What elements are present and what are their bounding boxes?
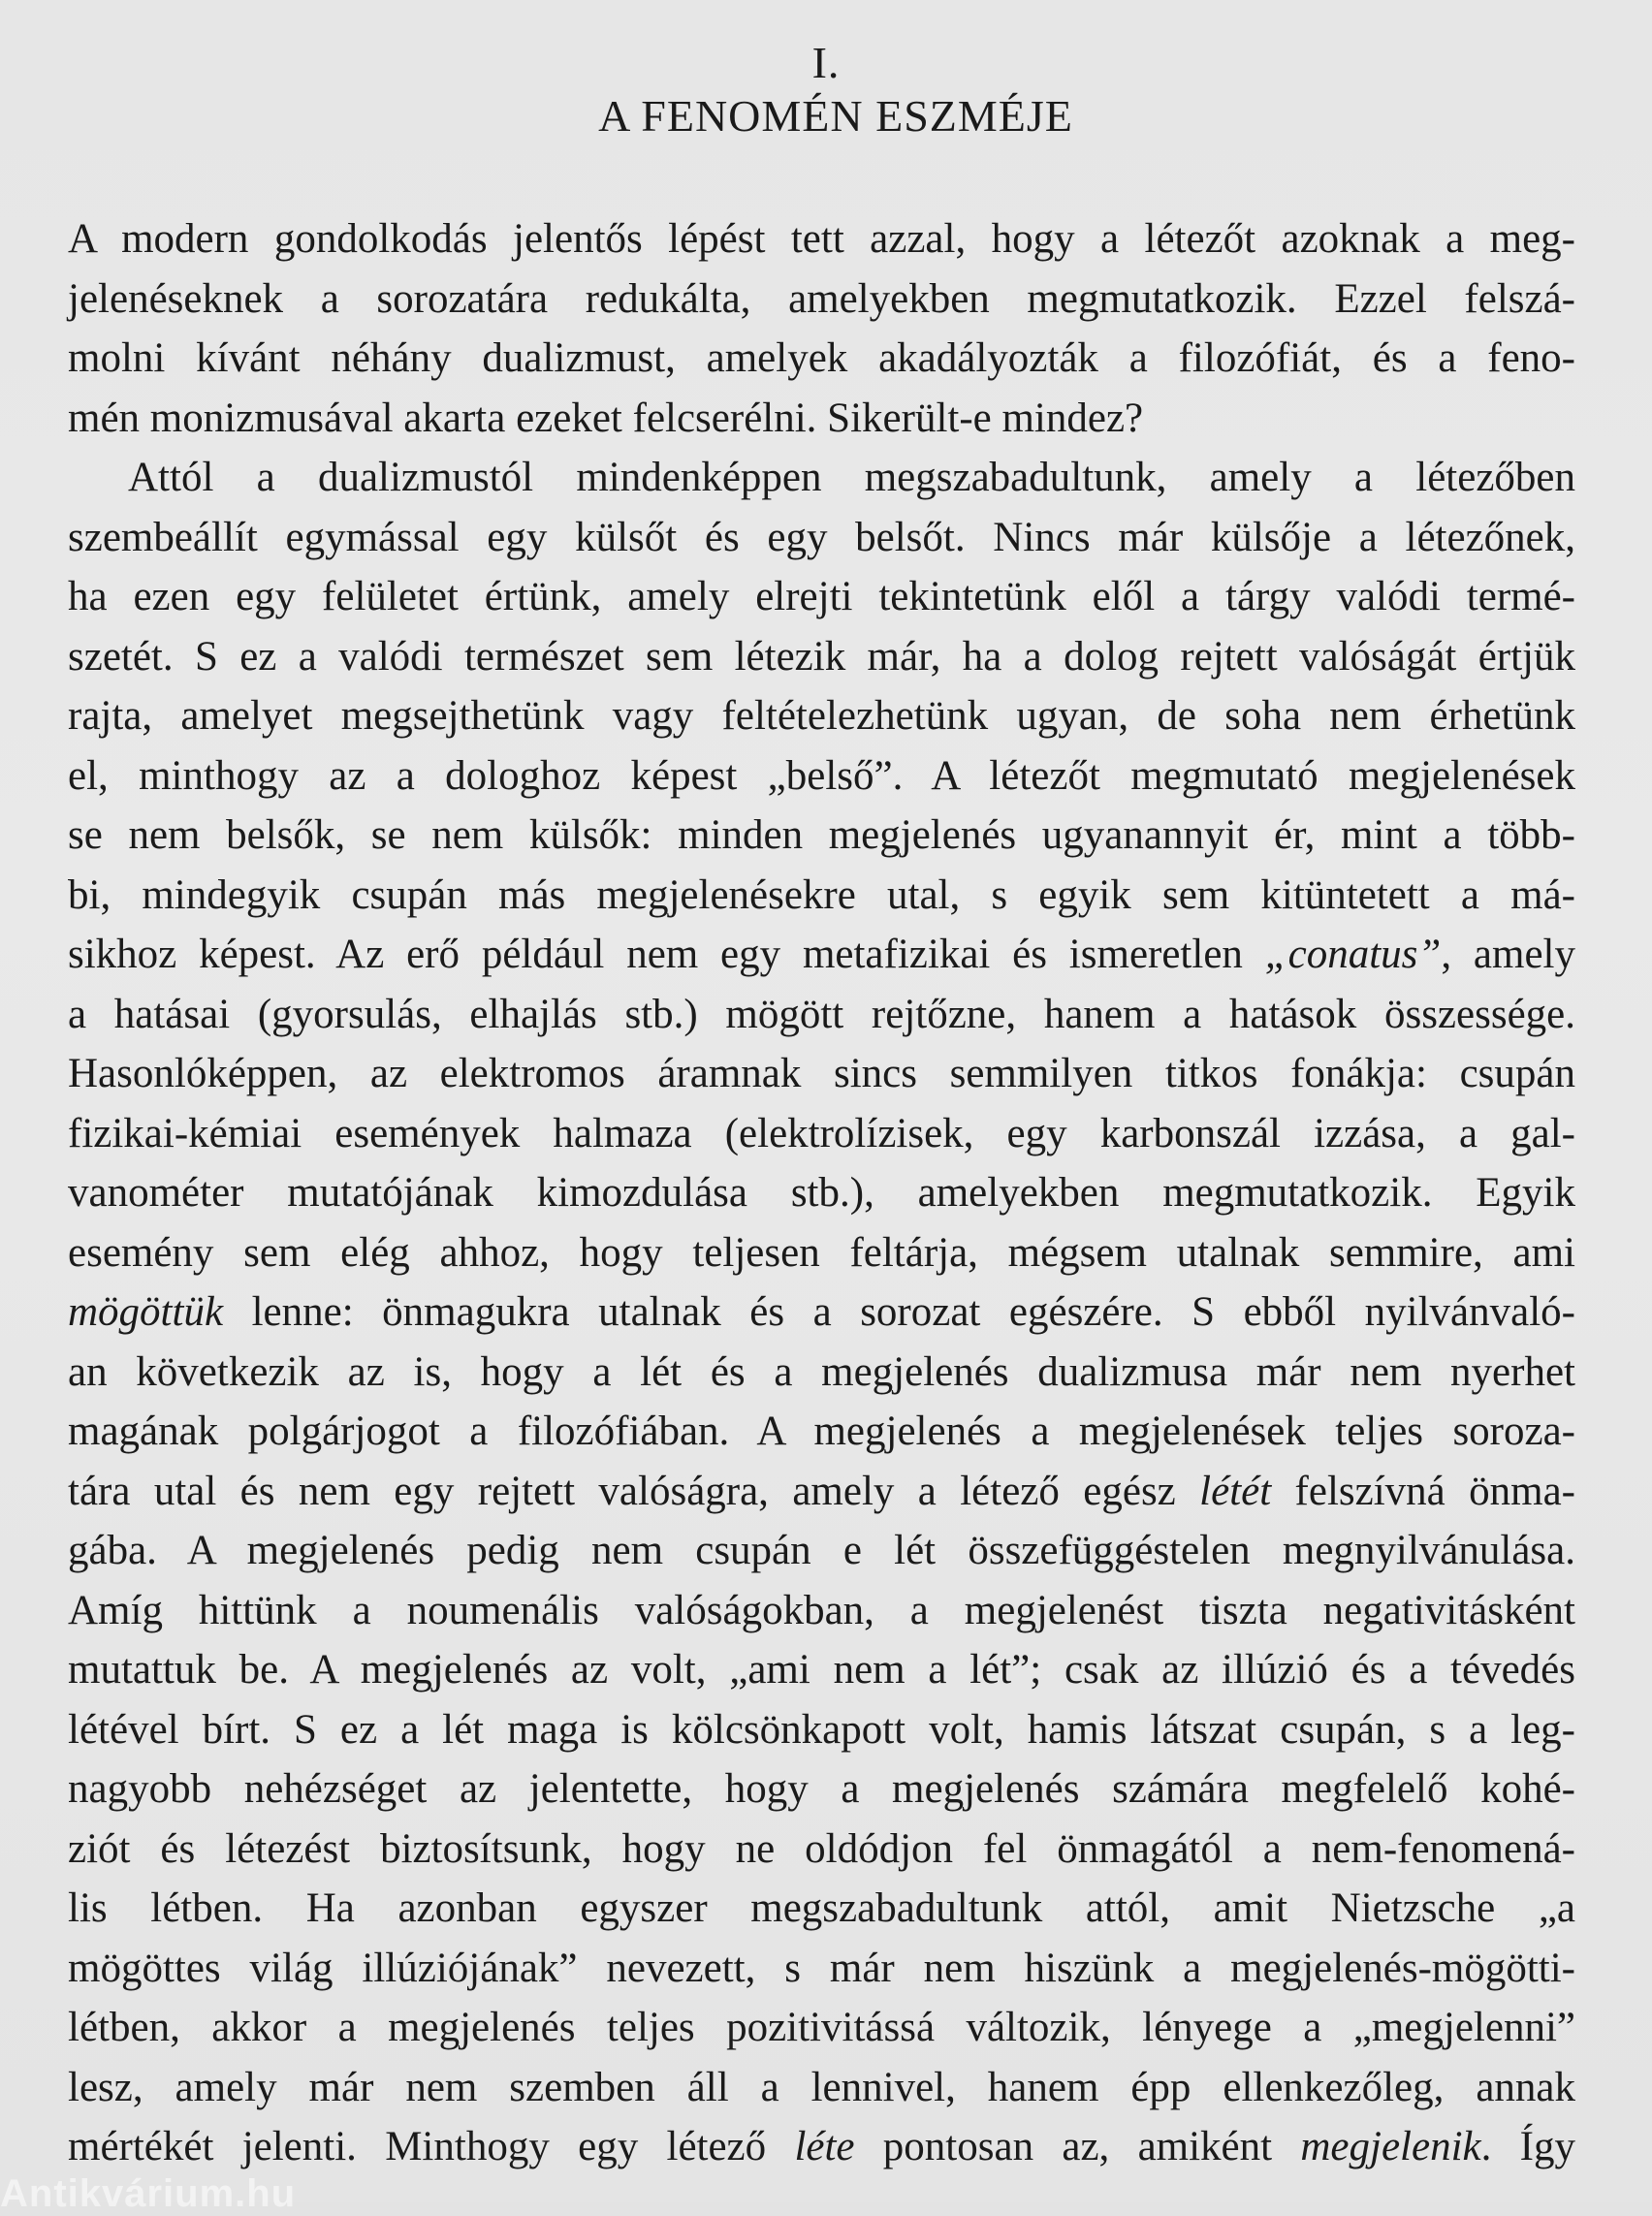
text-run: se nem belsők, se nem külsők: minden megjelenés ugyanannyit ér, mint a több- xyxy=(68,812,1575,858)
chapter-number: I. xyxy=(811,38,841,87)
text-line xyxy=(68,329,1575,389)
text-line xyxy=(68,1104,1575,1164)
text-line xyxy=(68,2058,1575,2118)
text-line xyxy=(68,567,1575,627)
chapter-heading xyxy=(0,37,1652,143)
text-run: , amely xyxy=(1441,932,1575,977)
text-run: sikhoz képest. Az erő például nem egy metafizikai és ismeretlen xyxy=(68,932,1265,977)
text-line xyxy=(68,1759,1575,1820)
text-line xyxy=(68,1939,1575,1999)
text-run: Amíg hittünk a noumenális valóságokban, a megjelenést tiszta negativitásként xyxy=(68,1587,1575,1633)
text-run: létben, akkor a megjelenés teljes pozitivitássá változik, lényege a „megjelenni” xyxy=(68,2005,1575,2050)
text-line xyxy=(68,686,1575,746)
text-run: an következik az is, hogy a lét és a megjelenés dualizmusa már nem nyerhet xyxy=(68,1348,1575,1395)
text-line xyxy=(68,985,1575,1045)
text-line xyxy=(68,1581,1575,1641)
text-line xyxy=(68,1402,1575,1462)
text-line xyxy=(68,1462,1575,1522)
text-line xyxy=(68,2117,1575,2177)
text-run: Attól a dualizmustól mindenképpen megszabadultunk, amely a létezőben xyxy=(128,455,1575,500)
text-run: létével bírt. S ez a lét maga is kölcsönkapott volt, hamis látszat csupán, s a leg- xyxy=(68,1706,1575,1753)
text-run: lis létben. Ha azonban egyszer megszabadultunk attól, amit Nietzsche „a xyxy=(68,1885,1575,1931)
text-run: mögöttes világ illúziójának” nevezett, s már nem hiszünk a megjelenés-mögötti- xyxy=(68,1945,1575,1991)
text-run: ziót és létezést biztosítsunk, hogy ne oldódjon fel önmagától a nem-fenomená- xyxy=(68,1825,1575,1872)
italic-text: mögöttük xyxy=(68,1289,224,1335)
text-run: vanométer mutatójának kimozdulása stb.), amelyekben megmutatkozik. Egyik xyxy=(68,1170,1575,1216)
text-run: molni kívánt néhány dualizmust, amelyek akadályozták a filozófiát, és a feno- xyxy=(68,335,1575,381)
text-line xyxy=(68,1163,1575,1223)
text-line xyxy=(68,1700,1575,1760)
text-line xyxy=(68,448,1575,508)
text-line xyxy=(68,269,1575,330)
text-line xyxy=(68,389,1575,449)
text-line xyxy=(68,806,1575,866)
text-run: szembeállít egymással egy külsőt és egy belsőt. Nincs már külsője a létezőnek, xyxy=(68,514,1575,560)
text-line xyxy=(68,925,1575,985)
text-run: mértékét jelenti. Minthogy egy létező xyxy=(68,2124,795,2169)
text-run: pontosan az, amiként xyxy=(854,2124,1301,2169)
text-run: magának polgárjogot a filozófiában. A megjelenés a megjelenések teljes soroza- xyxy=(68,1409,1575,1454)
text-line xyxy=(68,508,1575,568)
text-line xyxy=(68,1282,1575,1343)
text-run: lesz, amely már nem szemben áll a lennivel, hanem épp ellenkezőleg, annak xyxy=(68,2064,1575,2110)
chapter-title: A FENOMÉN ESZMÉJE xyxy=(598,91,1073,141)
text-line xyxy=(68,866,1575,926)
text-run: a hatásai (gyorsulás, elhajlás stb.) mögött rejtőzne, hanem a hatások összessége. xyxy=(68,991,1575,1037)
text-run: lenne: önmagukra utalnak és a sorozat egészére. S ebből nyilvánvaló- xyxy=(223,1289,1575,1335)
text-line xyxy=(68,1223,1575,1283)
body-text xyxy=(68,209,1575,2177)
text-run: mén monizmusával akarta ezeket felcserélni. Sikerült-e mindez? xyxy=(68,395,1144,441)
text-run: A modern gondolkodás jelentős lépést tett azzal, hogy a létezőt azoknak a meg- xyxy=(68,216,1575,262)
italic-text: megjelenik xyxy=(1300,2124,1481,2169)
text-run: . Így xyxy=(1480,2124,1575,2169)
text-line xyxy=(68,1044,1575,1104)
text-line xyxy=(68,1640,1575,1700)
text-line xyxy=(68,627,1575,687)
text-run: mutattuk be. A megjelenés az volt, „ami nem a lét”; csak az illúzió és a tévedés xyxy=(68,1647,1575,1693)
text-line xyxy=(68,746,1575,807)
text-line xyxy=(68,1998,1575,2058)
text-line xyxy=(68,1879,1575,1939)
text-run: Hasonlóképpen, az elektromos áramnak sincs semmilyen titkos fonákja: csupán xyxy=(68,1051,1575,1096)
text-line xyxy=(68,1521,1575,1581)
text-run: tára utal és nem egy rejtett valóságra, amely a létező egész xyxy=(68,1468,1200,1514)
text-line xyxy=(68,209,1575,269)
text-run: gába. A megjelenés pedig nem csupán e lét összefüggéstelen megnyilvánulása. xyxy=(68,1528,1575,1573)
text-run: nagyobb nehézséget az jelentette, hogy a megjelenés számára megfelelő kohé- xyxy=(68,1766,1575,1812)
italic-text: „conatus” xyxy=(1264,932,1442,977)
text-run: szetét. S ez a valódi természet sem létezik már, ha a dolog rejtett valóságát értjük xyxy=(68,633,1575,680)
text-run: jelenéseknek a sorozatára redukálta, amelyekben megmutatkozik. Ezzel felszá- xyxy=(68,275,1575,322)
text-run: bi, mindegyik csupán más megjelenésekre utal, s egyik sem kitüntetett a má- xyxy=(68,871,1575,918)
text-run: ha ezen egy felületet értünk, amely elrejti tekintetünk elől a tárgy valódi termé- xyxy=(68,574,1575,619)
text-run: el, minthogy az a dologhoz képest „belső”. A létezőt megmutató megjelenések xyxy=(68,752,1575,799)
watermark: Antikvárium.hu xyxy=(0,2172,297,2215)
text-run: felszívná önma- xyxy=(1271,1468,1575,1514)
text-line xyxy=(68,1343,1575,1403)
italic-text: léte xyxy=(794,2124,855,2169)
text-run: fizikai-kémiai események halmaza (elektrolízisek, egy karbonszál izzása, a gal- xyxy=(68,1110,1575,1156)
text-run: rajta, amelyet megsejthetünk vagy feltételezhetünk ugyan, de soha nem érhetünk xyxy=(68,693,1575,739)
text-run: esemény sem elég ahhoz, hogy teljesen feltárja, mégsem utalnak semmire, ami xyxy=(68,1229,1575,1276)
text-line xyxy=(68,1820,1575,1880)
italic-text: létét xyxy=(1199,1468,1272,1514)
